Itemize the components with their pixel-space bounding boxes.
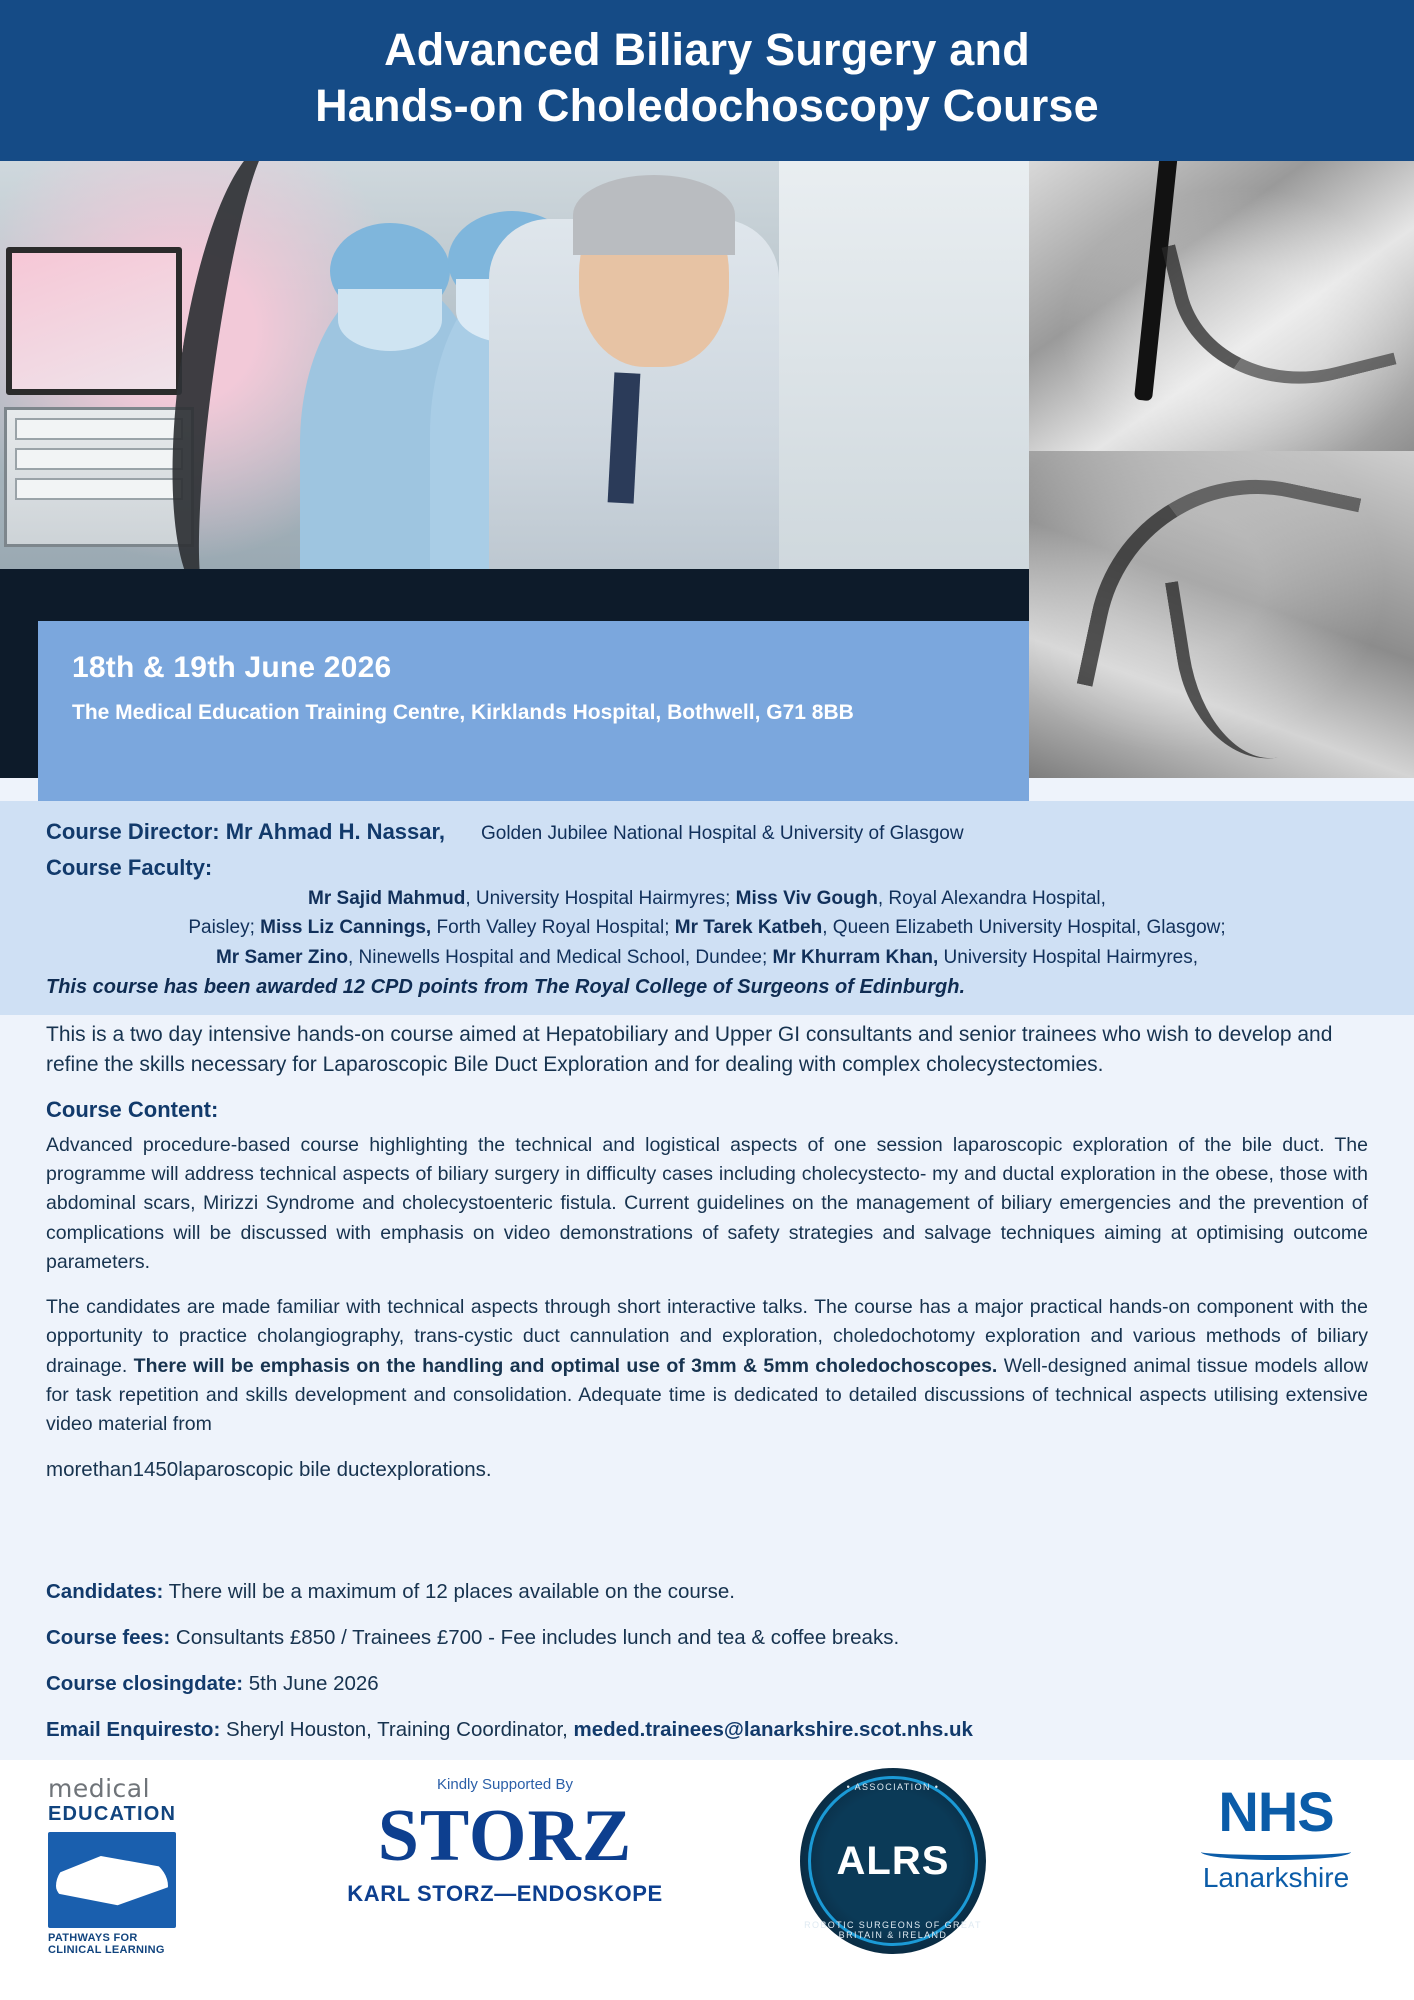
- email-row: [46, 1718, 1368, 1742]
- kindly-supported-by-label: Kindly Supported By: [437, 1776, 573, 1793]
- course-director-hair: [573, 175, 735, 255]
- faculty-name-tarek-katbeh: Mr Tarek Katbeh: [674, 917, 823, 939]
- nhs-region: Lanarkshire: [1202, 1862, 1350, 1893]
- faculty-name-sajid-mahmud: Mr Sajid Mahmud: [308, 888, 466, 909]
- email-label: Email Enquiresto:: [46, 1718, 221, 1741]
- equipment-stack: [4, 407, 194, 547]
- faculty-line-1: [46, 884, 1368, 913]
- faculty-section: [0, 801, 1414, 1015]
- course-director-row: [46, 815, 1368, 849]
- biliary-branch-contrast: [1165, 561, 1333, 771]
- intro-paragraph: This is a two day intensive hands-on course aimed at Hepatobiliary and Upper GI consultants and senior trainees who wish to develop and refine the skills necessary for Laparoscopic Bile Duct Exploration and for dealing with complex cholecystectomies.: [46, 1023, 1333, 1077]
- title-line-2: Hands-on Choledochoscopy Course: [315, 80, 1099, 132]
- date-venue-band: [38, 621, 1029, 801]
- karl-storz-logo: [330, 1776, 680, 1907]
- bile-duct-contrast: [1161, 199, 1396, 412]
- faculty-aff-3: Forth Valley Royal Hospital;: [431, 917, 675, 939]
- candidates-value: There will be a maximum of 12 places available on the course.: [163, 1580, 735, 1603]
- medical-education-logo: [48, 1774, 178, 1956]
- candidates-row: [46, 1580, 1368, 1604]
- alrs-arc-top: • ASSOCIATION •: [846, 1782, 940, 1792]
- faculty-name-viv-gough: Miss Viv Gough: [735, 888, 878, 909]
- storz-subtitle: KARL STORZ—ENDOSKOPE: [347, 1881, 663, 1906]
- course-dates: 18th & 19th June 2026: [72, 651, 392, 684]
- faculty-name-liz-cannings: Miss Liz Cannings,: [260, 917, 432, 939]
- medu-line-3: PATHWAYS FOR: [48, 1932, 138, 1944]
- email-contact-person: Sheryl Houston, Training Coordinator,: [220, 1718, 574, 1741]
- faculty-line-3: [46, 943, 1368, 972]
- faculty-aff-1: , University Hospital Hairmyres;: [465, 888, 736, 909]
- medu-swoosh-icon: [48, 1832, 176, 1928]
- alrs-acronym: ALRS: [836, 1838, 950, 1883]
- endoscopy-monitor: [6, 247, 182, 395]
- operating-theatre-photo: [0, 161, 1029, 569]
- fees-row: [46, 1626, 1368, 1650]
- poster-header: [0, 0, 1414, 161]
- faculty-aff-2: , Royal Alexandra Hospital,: [877, 888, 1106, 909]
- course-content-heading: Course Content:: [46, 1096, 219, 1122]
- nhs-wave-icon: [1201, 1844, 1351, 1860]
- nhs-wordmark: NHS: [1218, 1780, 1334, 1843]
- faculty-aff-5: , Ninewells Hospital and Medical School, Dundee;: [347, 946, 773, 968]
- closing-date-row: [46, 1672, 1368, 1696]
- medu-line-2: EDUCATION: [48, 1803, 177, 1825]
- course-director-affiliation: Golden Jubilee National Hospital & University of Glasgow: [480, 823, 964, 844]
- surgical-mask-1: [338, 289, 442, 351]
- faculty-aff-6: University Hospital Hairmyres,: [938, 946, 1199, 968]
- cholangiogram-image-top: [1029, 161, 1414, 451]
- closing-date-value: 5th June 2026: [243, 1672, 379, 1695]
- logo-strip: [0, 1760, 1414, 2000]
- medu-line-4: CLINICAL LEARNING: [48, 1944, 165, 1956]
- course-venue: The Medical Education Training Centre, Kirklands Hospital, Bothwell, G71 8BB: [72, 701, 854, 724]
- content-p2-part-b: Well-designed animal tissue models allow for task repetition and skills development and consolidation. Adequate time is dedicated to detailed discussions of technical aspects utilising extensive video material from: [46, 1354, 1368, 1436]
- closing-date-label: Course closingdate:: [46, 1672, 244, 1695]
- course-faculty-row: [46, 851, 1368, 885]
- alrs-badge-icon: [800, 1768, 986, 1954]
- nhs-lanarkshire-logo: [1186, 1780, 1366, 1894]
- faculty-name-khurram-khan: Mr Khurram Khan,: [772, 946, 939, 968]
- content-paragraph-2: [46, 1293, 1368, 1439]
- email-address[interactable]: meded.trainees@lanarkshire.scot.nhs.uk: [573, 1718, 973, 1741]
- content-paragraph-3: morethan1450laparoscopic bile ductexplorations.: [46, 1458, 492, 1482]
- faculty-line-2: [46, 913, 1368, 942]
- candidates-label: Candidates:: [46, 1580, 164, 1603]
- alrs-logo: [800, 1768, 990, 1958]
- course-details: [0, 1580, 1414, 1764]
- fees-label: Course fees:: [46, 1626, 171, 1649]
- content-paragraph-1: Advanced procedure-based course highlighting the technical and logistical aspects of one session laparoscopic exploration of the bile duct. The programme will address technical aspects of biliary surgery in difficulty cases including cholecystecto- my and ductal exploration in the obese, those with abdominal scars, Mirizzi Syndrome and cholecystoenteric fistula. Current guidelines on the management of biliary emergencies and the prevention of complications will be discussed with emphasis on video demonstrations of safety strategies and salvage techniques aiming at optimising outcome parameters.: [46, 1133, 1368, 1273]
- content-p2-emphasis: There will be emphasis on the handling and optimal use of 3mm & 5mm choledochoscopes.: [133, 1354, 998, 1377]
- title-line-1: Advanced Biliary Surgery and: [384, 24, 1030, 75]
- theatre-wall: [779, 161, 1029, 569]
- course-director-label: Course Director: Mr Ahmad H. Nassar,: [46, 819, 445, 844]
- faculty-aff-2b: Paisley;: [188, 917, 261, 939]
- medu-line-1: medical: [48, 1774, 151, 1803]
- cpd-statement: This course has been awarded 12 CPD points from The Royal College of Surgeons of Edinburgh.: [46, 976, 966, 999]
- faculty-name-samer-zino: Mr Samer Zino: [215, 946, 348, 968]
- faculty-aff-4: , Queen Elizabeth University Hospital, Glasgow;: [822, 917, 1226, 939]
- cholangiogram-image-bottom: [1029, 451, 1414, 778]
- content-p2-part-a: The candidates are made familiar with technical aspects through short interactive talks. The course has a major practical hands-on component with the opportunity to practice cholangiography, trans-cystic duct cannulation and exploration, choledochotomy exploration and various methods of biliary drainage.: [46, 1296, 1368, 1377]
- faculty-members: [46, 884, 1368, 972]
- alrs-arc-bottom: ROBOTIC SURGEONS OF GREAT BRITAIN & IRELAND: [804, 1920, 982, 1940]
- course-description: [0, 1008, 1414, 1501]
- fees-value: Consultants £850 / Trainees £700 - Fee includes lunch and tea & coffee breaks.: [170, 1626, 900, 1649]
- course-faculty-label: Course Faculty:: [46, 854, 213, 880]
- storz-wordmark: STORZ: [377, 1795, 633, 1877]
- page-title: [40, 22, 1374, 135]
